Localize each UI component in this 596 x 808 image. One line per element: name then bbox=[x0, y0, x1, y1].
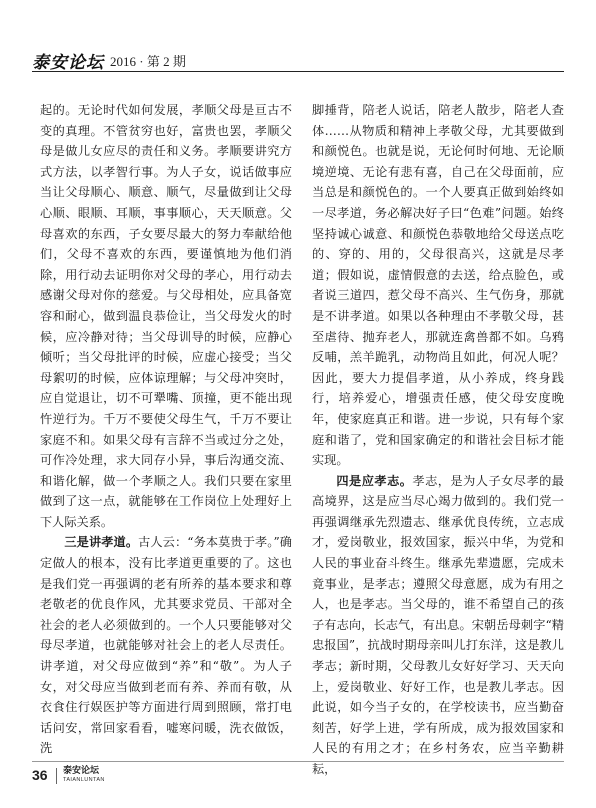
paragraph: 起的。无论时代如何发展，孝顺父母是亘古不变的真理。不管贫穷也好，富贵也罢，孝顺父母是做儿女应尽的责任和义务。孝顺要讲究方式方法，以孝智行事。为人子女，说话做事应当让父母顺心、顺意、顺气，尽量做到让父母心顺、眼顺、耳顺，事事顺心，天天顺意。父母喜欢的东西，子女要尽最大的努力奉献给他们，父母不喜欢的东西，要谨慎地为他们消除，用行动去证明你对父母的孝心，用行动去感谢父母对你的慈爱。与父母相处，应具备宽容和耐心，做到温良恭俭让，当父母发火的时候，应冷静对待；当父母训导的时候，应静心倾听；当父母批评的时候，应虚心接受；当父母絮叨的时候，应体谅理解；与父母冲突时，应自觉退让，切不可犟嘴、顶撞，更不能出现忤逆行为。千万不要使父母生气，千万不要让家庭不和。如果父母有言辞不当或过分之处，可作冷处理，求大同存小异，事后沟通交流、和谐化解，做一个孝顺之人。我们只要在家里做到了这一点，就能够在工作岗位上处理好上下人际关系。 bbox=[40, 103, 292, 529]
footer-publication-name: 泰安论坛 bbox=[63, 766, 100, 776]
journal-brand: 泰安论坛 bbox=[32, 53, 104, 73]
issue-label: 2016 · 第 2 期 bbox=[110, 54, 186, 69]
paragraph: 脚捶背，陪老人说话，陪老人散步，陪老人查体……从物质和精神上孝敬父母，尤其要做到和颜悦色。也就是说，无论何时何地、无论顺境逆境、无论有悲有喜，自己在父母面前，应当总是和颜悦色的。一个人要真正做到始终如一尽孝道，务必解决好子曰“色难”问题。始终坚持诚心诚意、和颜悦色恭敬地给父母送点吃的、穿的、用的，父母很高兴，这就是尽孝道；假如说，虚情假意的去送，给点脸色，或者说三道四，惹父母不高兴、生气伤身，那就是不讲孝道。如果以各种理由不孝敬父母，甚至虐待、抛弃老人，那就连禽兽都不如。乌鸦反哺，羔羊跪乳，动物尚且如此，何况人呢？因此，要大力提倡孝道，从小养成，终身践行，培养爱心，增强责任感，使父母安度晚年，使家庭真正和谐。进一步说，只有每个家庭和谐了，党和国家确定的和谐社会目标才能实现。 bbox=[312, 103, 564, 468]
footer-separator bbox=[56, 768, 57, 784]
left-column bbox=[40, 100, 292, 756]
section-lead: 四是应孝志。 bbox=[336, 473, 413, 488]
right-column bbox=[312, 100, 564, 776]
page-footer bbox=[32, 766, 232, 790]
page-header bbox=[32, 48, 564, 73]
paragraph: 三是讲孝道。古人云：“务本莫贵于孝。”确定做人的根本，没有比孝道更重要的了。这也是我们党一再强调的老有所养的基本要求和尊老敬老的优良作风，尤其要求党员、干部对全社会的老人必须做到的。一个人只要能够对父母尽孝道，也就能够对社会上的老人尽责任。讲孝道，对父母应做到“养”和“敬”。为人子女，对父母应当做到老而有养、养而有敬，从衣食住行娱医护等方面进行周到照顾，常打电话问安，常回家看看，嘘寒问暖，洗衣做饭，洗 bbox=[40, 535, 292, 756]
page-number: 36 bbox=[32, 767, 48, 783]
paragraph: 四是应孝志。孝志，是为人子女尽孝的最高境界，这是应当尽心竭力做到的。我们党一再强调继承先烈遗志、继承优良传统，立志成才，爱岗敬业，报效国家，振兴中华，为党和人民的事业奋斗终生。继承先辈遗愿，完成未竟事业，是孝志；遵照父母意愿，成为有用之人，也是孝志。当父母的，谁不希望自己的孩子有志向，长志气，有出息。宋朝岳母刺字“精忠报国”，抗战时期母亲叫儿打东洋，这是教儿孝志；新时期，父母教儿女好好学习、天天向上，爱岗敬业、好好工作，也是教儿孝志。因此说，如今当子女的，在学校读书，应当勤奋刻苦，好学上进，学有所成，成为报效国家和人民的有用之才；在乡村务农，应当辛勤耕耘， bbox=[312, 473, 564, 776]
footer-publication-latin: TAIANLUNTAN bbox=[63, 777, 105, 783]
section-lead: 三是讲孝道。 bbox=[64, 535, 139, 550]
footer-divider bbox=[32, 761, 564, 762]
header-divider bbox=[32, 71, 564, 72]
